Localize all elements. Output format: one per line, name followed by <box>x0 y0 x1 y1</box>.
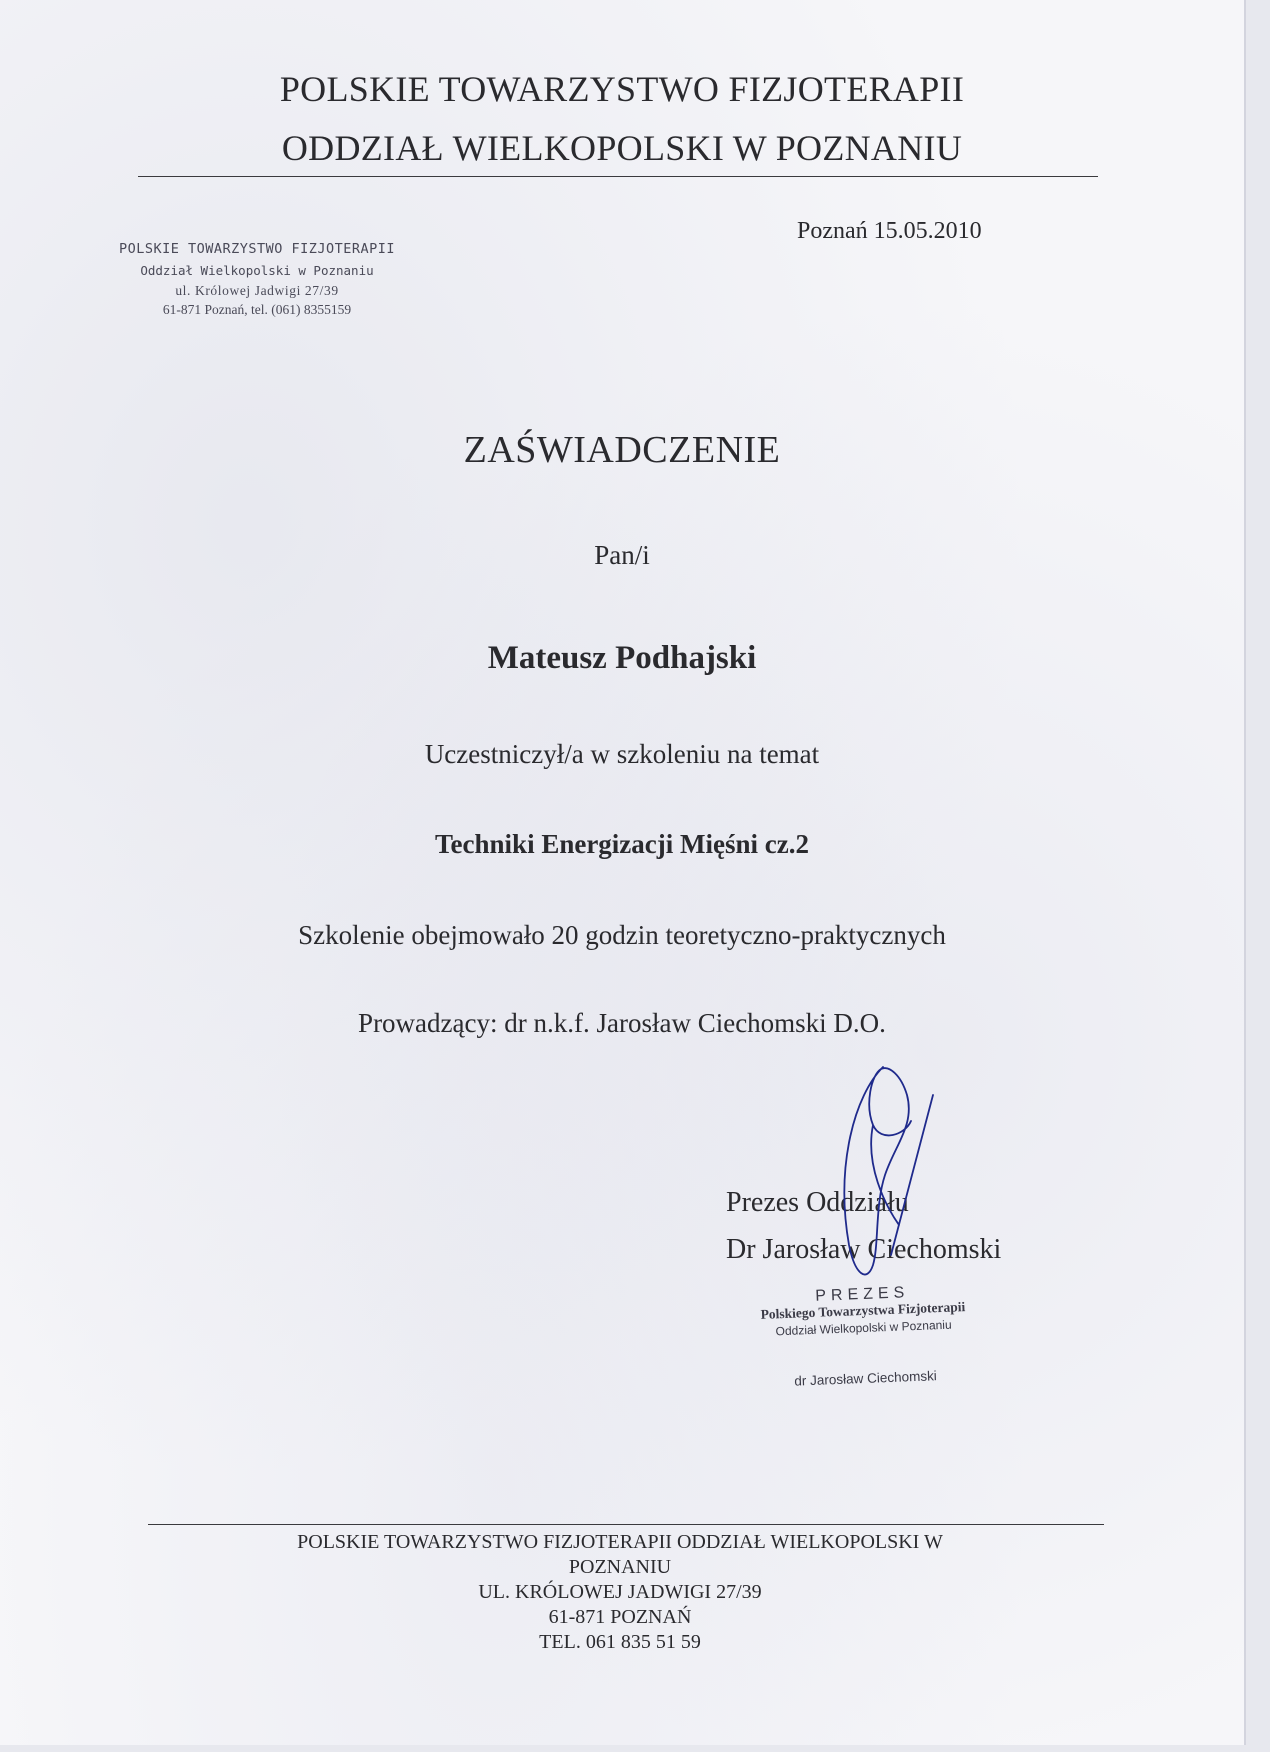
issue-date: Poznań 15.05.2010 <box>797 218 982 244</box>
stamp-branch-line: Oddział Wielkopolski w Poznaniu <box>140 263 374 278</box>
signatory-role: Prezes Oddziału <box>726 1187 909 1218</box>
president-stamp-title: PREZES <box>815 1284 910 1305</box>
footer-address <box>150 1530 1090 1655</box>
training-lecturer: Prowadzący: dr n.k.f. Jarosław Ciechomski D.O. <box>358 1008 886 1038</box>
certificate-title: ZAŚWIADCZENIE <box>463 429 781 471</box>
footer-postal-line: 61-871 POZNAŃ <box>548 1606 692 1628</box>
stamp-street-line: ul. Królowej Jadwigi 27/39 <box>175 283 339 298</box>
footer-rule <box>148 1524 1104 1525</box>
signatory-name: Dr Jarosław Ciechomski <box>726 1234 1002 1265</box>
footer-org-line: POLSKIE TOWARZYSTWO FIZJOTERAPII ODDZIAŁ WIELKOPOLSKI W <box>297 1531 943 1553</box>
president-stamp-branch: Oddział Wielkopolski w Poznaniu <box>775 1317 952 1339</box>
training-topic: Techniki Energizacji Mięśni cz.2 <box>435 829 809 859</box>
salutation: Pan/i <box>594 540 650 570</box>
stamp-org-line: POLSKIE TOWARZYSTWO FIZJOTERAPII <box>118 241 396 257</box>
stamp-city-phone-line: 61-871 Poznań, tel. (061) 8355159 <box>162 302 352 317</box>
training-hours: Szkolenie obejmowało 20 godzin teoretyczno-praktycznych <box>298 920 946 950</box>
footer-city-line: POZNANIU <box>568 1556 672 1578</box>
org-name-header: POLSKIE TOWARZYSTWO FIZJOTERAPII <box>279 69 965 109</box>
recipient-name: Mateusz Podhajski <box>487 640 757 676</box>
handwritten-signature <box>815 1055 965 1285</box>
organization-stamp <box>112 241 402 318</box>
branch-name-header: ODDZIAŁ WIELKOPOLSKI W POZNANIU <box>281 128 963 168</box>
footer-street-line: UL. KRÓLOWEJ JADWIGI 27/39 <box>478 1581 762 1603</box>
president-stamp-name: dr Jarosław Ciechomski <box>794 1368 938 1389</box>
president-stamp <box>722 1281 1006 1392</box>
footer-phone-line: TEL. 061 835 51 59 <box>539 1631 701 1653</box>
president-stamp-org: Polskiego Towarzystwa Fizjoterapii <box>760 1299 966 1322</box>
header-rule <box>138 176 1098 177</box>
participation-text: Uczestniczył/a w szkoleniu na temat <box>424 739 820 769</box>
